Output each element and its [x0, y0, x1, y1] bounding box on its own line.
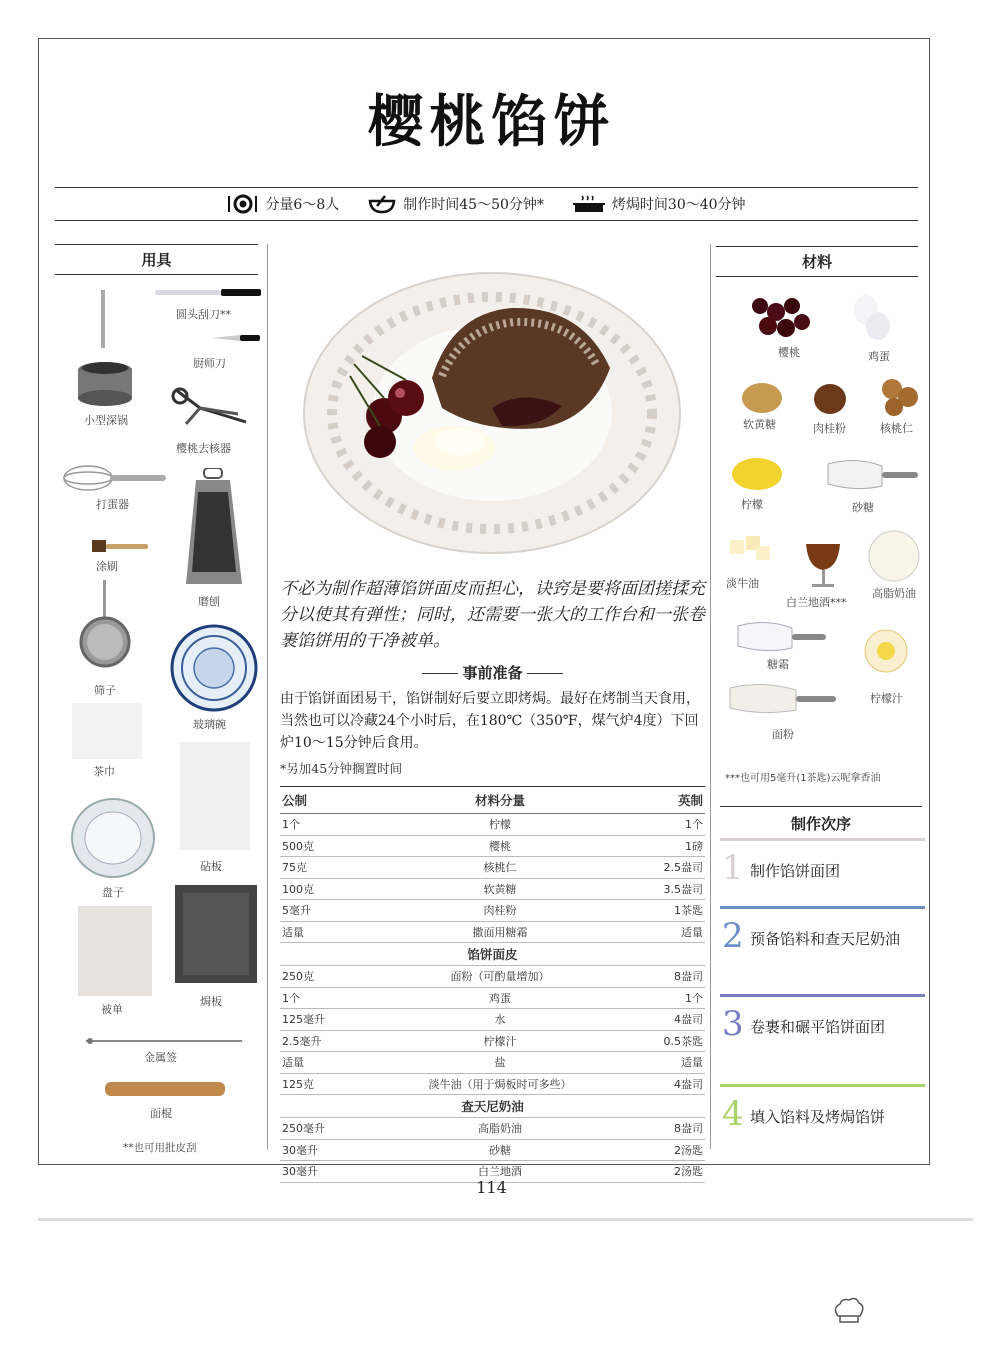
servings-text: 分量6～8人: [265, 197, 340, 213]
table-row: [280, 1009, 705, 1031]
baking-dish-icon: [572, 194, 606, 214]
prep-text: 由于馅饼面团易干，馅饼制好后要立即烤焗。最好在烤制当天食用，当然也可以冷藏24个小时后，在180℃（350℉，煤气炉4度）下回炉10～15分钟后食用。: [280, 691, 700, 751]
table-cell: 盐: [379, 1052, 621, 1074]
ingredients-footnote: ***也可用5毫升(1茶匙)云呢拿香油: [725, 773, 881, 784]
table-header: [280, 787, 705, 814]
ingredient-label: 鸡蛋: [868, 350, 890, 363]
tool-label: 樱桃去核器: [176, 442, 231, 455]
ingredient-label: 核桃仁: [880, 422, 913, 435]
table-cell: 撒面用糖霜: [379, 921, 621, 943]
table-body: [280, 814, 705, 1183]
tool-label: 圆头刮刀**: [176, 308, 231, 321]
cherry-strudel-photo: [292, 258, 692, 563]
ingredient-label: 柠檬: [741, 498, 763, 511]
table-cell: 柠檬汁: [379, 1030, 621, 1052]
tool-label: 厨师刀: [193, 357, 226, 370]
table-cell: 30毫升: [280, 1161, 379, 1183]
ingredient-label: 淡牛油: [726, 577, 759, 590]
table-cell: 高脂奶油: [379, 1118, 621, 1140]
sugar-scoop-icon: [826, 458, 918, 492]
table-cell: 8盎司: [621, 1118, 705, 1140]
tools-heading: 用具: [55, 244, 258, 275]
brandy-glass-icon: [800, 540, 846, 592]
step-number: 3: [722, 1004, 744, 1044]
table-row: [280, 1030, 705, 1052]
step-text: 制作馅饼面团: [750, 862, 841, 880]
prep-time: [367, 194, 544, 214]
chef-knife-icon: [212, 333, 260, 343]
table-section-title: 查天尼奶油: [280, 1095, 705, 1118]
table-row: [280, 987, 705, 1009]
page-number: 114: [476, 1178, 507, 1197]
table-section-row: [280, 943, 705, 966]
page-title: 樱桃馅饼: [367, 89, 616, 155]
table-cell: 30毫升: [280, 1139, 379, 1161]
ingredient-label: 砂糖: [852, 501, 874, 514]
tool-label: 打蛋器: [96, 498, 129, 511]
table-row: [280, 1139, 705, 1161]
table-cell: 适量: [280, 921, 379, 943]
table-cell: 500克: [280, 835, 379, 857]
plate-cutlery-icon: [227, 194, 259, 214]
prep-heading: [280, 662, 705, 683]
mixing-bowl-icon: [367, 194, 397, 214]
table-cell: 4盎司: [621, 1073, 705, 1095]
ingredient-label: 肉桂粉: [813, 422, 846, 435]
eggs-icon: [846, 292, 896, 342]
step-2: [720, 906, 925, 966]
tea-towel-icon: [72, 703, 142, 759]
table-cell: 3.5盎司: [621, 878, 705, 900]
tool-label: 焗板: [200, 995, 222, 1008]
grater-icon: [184, 468, 244, 586]
table-cell: 250克: [280, 966, 379, 988]
bake-time-text: 烤焗时间30～40分钟: [611, 197, 746, 213]
tool-label: 砧板: [200, 860, 222, 873]
cinnamon-icon: [812, 382, 848, 416]
walnuts-icon: [878, 375, 922, 417]
tool-label: 磨刨: [198, 595, 220, 608]
table-row: [280, 966, 705, 988]
header-metric: 公制: [280, 787, 379, 814]
step-number: 1: [722, 848, 744, 888]
step-color-bar: [720, 838, 925, 841]
table-cell: 软黄糖: [379, 878, 621, 900]
step-text: 预备馅料和查天尼奶油: [750, 930, 901, 948]
tool-label: 金属签: [144, 1051, 177, 1064]
cherry-pitter-icon: [166, 386, 250, 430]
table-cell: 适量: [280, 1052, 379, 1074]
bake-time: [572, 194, 746, 214]
tool-label: 被单: [101, 1003, 123, 1016]
tool-label: 盘子: [102, 886, 124, 899]
baking-sheet-icon: [175, 885, 257, 983]
table-cell: 核桃仁: [379, 857, 621, 879]
whisk-icon: [62, 463, 166, 493]
table-cell: 柠檬: [379, 814, 621, 836]
table-cell: 1个: [621, 814, 705, 836]
steps-heading: 制作次序: [720, 806, 922, 834]
table-cell: 125克: [280, 1073, 379, 1095]
table-cell: 1个: [280, 814, 379, 836]
recipe-meta-bar: [55, 187, 918, 221]
table-cell: 2.5盎司: [621, 857, 705, 879]
ingredients-divider: [710, 244, 711, 1149]
spatula-icon: [155, 287, 261, 299]
ingredient-label: 软黄糖: [743, 418, 776, 431]
ingredients-table: [280, 786, 705, 1183]
tool-label: 筛子: [94, 684, 116, 697]
chopping-board-icon: [180, 742, 250, 850]
table-cell: 淡牛油（用于焗板时可多些）: [379, 1073, 621, 1095]
table-row: [280, 878, 705, 900]
tool-label: 涂刷: [96, 560, 118, 573]
table-section-title: 馅饼面皮: [280, 943, 705, 966]
tool-label: 玻璃碗: [193, 718, 226, 731]
table-row: [280, 1118, 705, 1140]
chef-hat-icon: [832, 1296, 866, 1326]
table-cell: 白兰地酒: [379, 1161, 621, 1183]
ingredient-label: 糖霜: [767, 658, 789, 671]
table-cell: 2汤匙: [621, 1139, 705, 1161]
lemon-icon: [730, 456, 784, 492]
rolling-pin-icon: [105, 1082, 225, 1096]
step-color-bar: [720, 906, 925, 909]
brown-sugar-icon: [740, 378, 784, 414]
table-cell: 1磅: [621, 835, 705, 857]
icing-sugar-scoop-icon: [736, 620, 826, 654]
table-cell: 适量: [621, 921, 705, 943]
table-row: [280, 1052, 705, 1074]
tool-label: 茶巾: [93, 765, 115, 778]
ingredient-label: 白兰地酒***: [786, 596, 847, 609]
table-cell: 8盎司: [621, 966, 705, 988]
tools-footnote: **也可用批皮刮: [123, 1142, 197, 1154]
lemon-juice-icon: [860, 628, 912, 674]
bottom-rule: [38, 1218, 973, 1221]
servings: [227, 194, 339, 214]
metal-skewer-icon: [86, 1038, 242, 1046]
table-cell: 125毫升: [280, 1009, 379, 1031]
pastry-brush-icon: [92, 538, 148, 554]
table-row: [280, 814, 705, 836]
table-cell: 水: [379, 1009, 621, 1031]
step-number: 4: [722, 1094, 744, 1134]
step-4: [720, 1084, 925, 1144]
table-cell: 250毫升: [280, 1118, 379, 1140]
sieve-icon: [78, 580, 133, 672]
table-cell: 1茶匙: [621, 900, 705, 922]
table-cell: 2汤匙: [621, 1161, 705, 1183]
prep-time-text: 制作时间45～50分钟*: [403, 197, 544, 213]
table-row: [280, 900, 705, 922]
ingredient-label: 樱桃: [778, 346, 800, 359]
prep-title-text: 事前准备: [462, 664, 523, 682]
step-color-bar: [720, 994, 925, 997]
tools-divider: [267, 244, 268, 1149]
header-imperial: 英制: [621, 787, 705, 814]
butter-icon: [728, 534, 774, 564]
table-cell: 肉桂粉: [379, 900, 621, 922]
table-row: [280, 857, 705, 879]
table-cell: 1个: [621, 987, 705, 1009]
ingredient-label: 面粉: [772, 728, 794, 741]
cloth-sheet-icon: [78, 906, 152, 996]
ingredient-label: 高脂奶油: [872, 587, 916, 600]
table-cell: 砂糖: [379, 1139, 621, 1161]
ingredient-label: 柠檬汁: [870, 692, 903, 705]
table-cell: 4盎司: [621, 1009, 705, 1031]
table-cell: 100克: [280, 878, 379, 900]
table-row: [280, 1073, 705, 1095]
glass-bowl-icon: [168, 624, 260, 712]
step-1: [720, 838, 925, 898]
saucepan-icon: [75, 288, 140, 406]
table-section-row: [280, 1095, 705, 1118]
step-3: [720, 994, 925, 1054]
table-cell: 75克: [280, 857, 379, 879]
tool-label: 面棍: [150, 1107, 172, 1120]
table-cell: 樱桃: [379, 835, 621, 857]
step-color-bar: [720, 1084, 925, 1087]
plate-icon: [70, 797, 156, 879]
table-row: [280, 921, 705, 943]
cream-jug-icon: [866, 528, 922, 584]
table-cell: 0.5茶匙: [621, 1030, 705, 1052]
table-cell: 面粉（可酌量增加）: [379, 966, 621, 988]
table-cell: 1个: [280, 987, 379, 1009]
table-cell: 适量: [621, 1052, 705, 1074]
table-cell: 鸡蛋: [379, 987, 621, 1009]
intro-text: 不必为制作超薄馅饼面皮而担心，诀窍是要将面团搓揉充分以使其有弹性；同时，还需要一张大的工作台和一张卷裹馅饼用的干净被单。: [280, 579, 705, 651]
table-row: [280, 835, 705, 857]
flour-scoop-icon: [728, 682, 836, 716]
step-text: 卷裹和碾平馅饼面团: [750, 1018, 886, 1036]
time-note: *另加45分钟搁置时间: [280, 761, 403, 776]
table-cell: 5毫升: [280, 900, 379, 922]
step-text: 填入馅料及烤焗馅饼: [750, 1108, 886, 1126]
tool-label: 小型深锅: [84, 414, 128, 427]
step-number: 2: [722, 916, 744, 956]
table-cell: 2.5毫升: [280, 1030, 379, 1052]
ingredients-heading: 材料: [716, 246, 918, 277]
header-amount: 材料分量: [379, 787, 621, 814]
cherries-icon: [746, 292, 820, 340]
